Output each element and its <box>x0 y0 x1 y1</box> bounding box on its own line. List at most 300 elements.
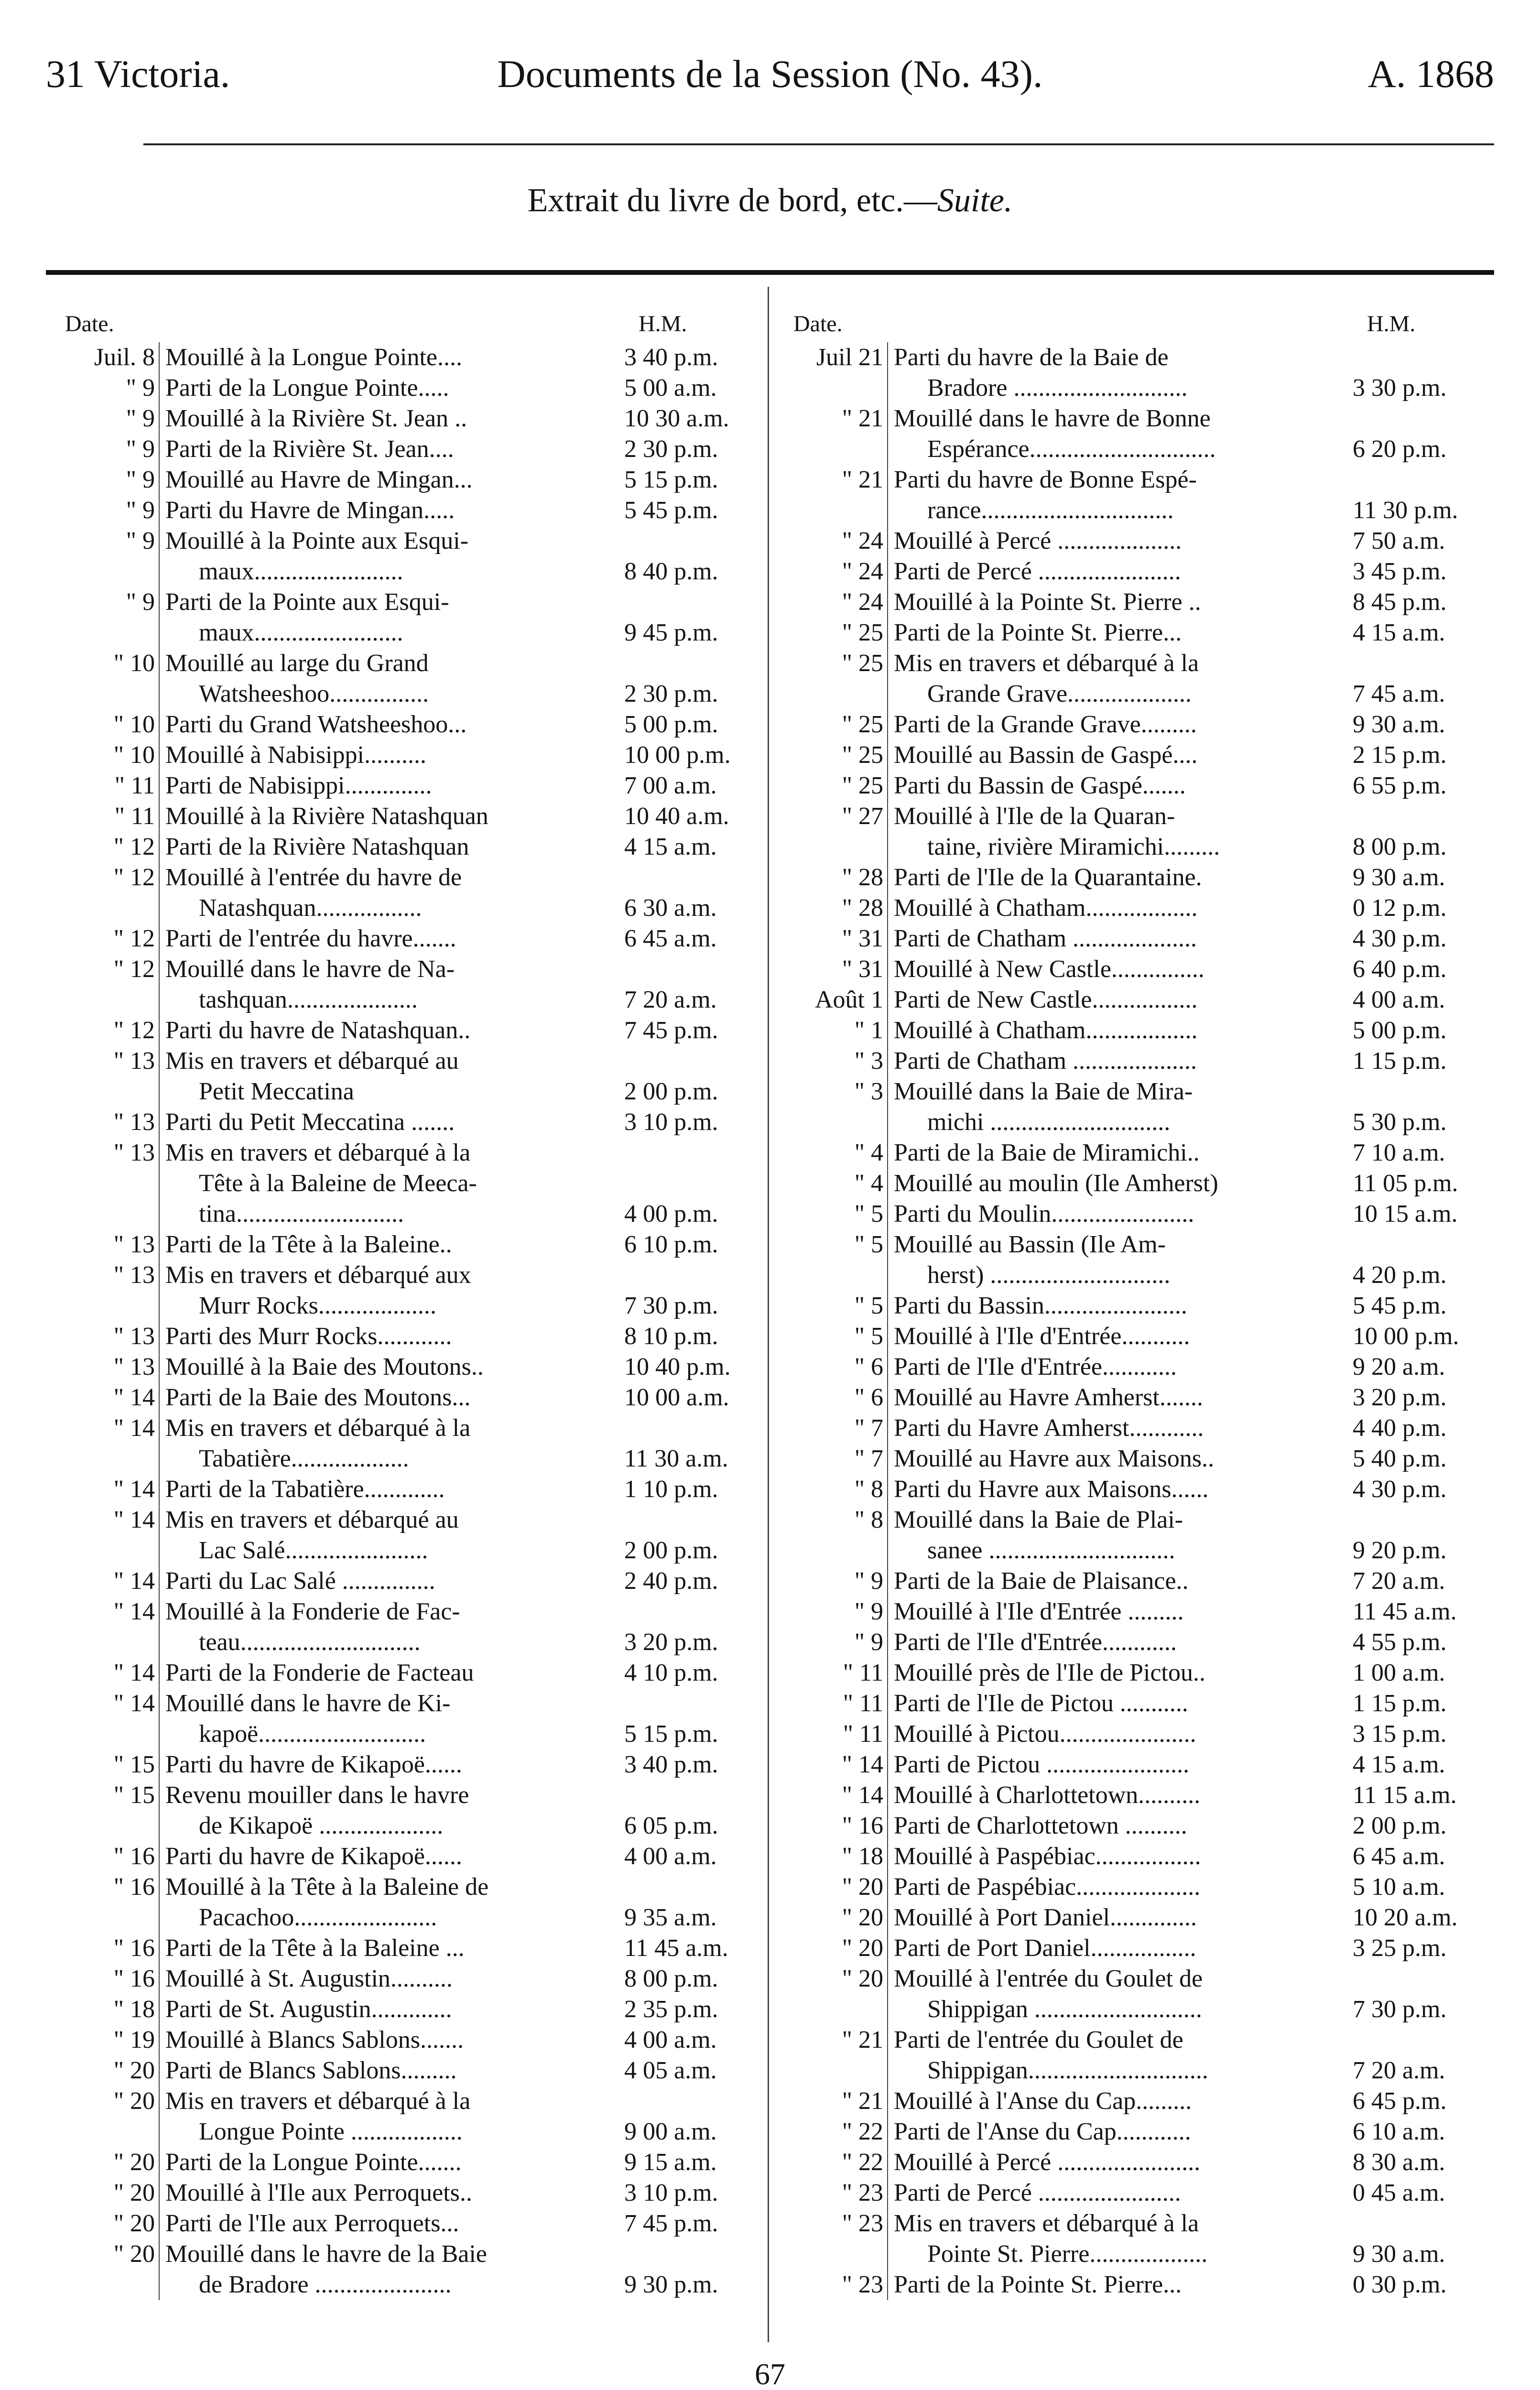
entry-text: Parti de l'Ile d'Entrée............ <box>894 1353 1177 1380</box>
entry-continuation: Natashquan................. <box>199 894 422 922</box>
entry-text: Revenu mouiller dans le havre <box>165 1782 469 1809</box>
log-entry <box>46 1352 763 1382</box>
entry-description <box>165 1413 619 1474</box>
log-entry <box>774 1444 1491 1474</box>
entry-date: " 12 <box>113 1017 155 1044</box>
entry-time: 5 45 p.m. <box>1353 1292 1447 1319</box>
log-entry <box>774 1872 1491 1902</box>
log-entry <box>46 923 763 954</box>
log-entry <box>774 1811 1491 1841</box>
entry-date: " 16 <box>842 1812 883 1839</box>
entry-continuation: Grande Grave.................... <box>927 680 1192 707</box>
entry-description <box>165 1964 619 1994</box>
log-entry <box>774 403 1491 465</box>
entry-description <box>894 556 1348 587</box>
entry-text: Parti de l'Ile de la Quarantaine. <box>894 864 1202 891</box>
log-entry <box>774 2117 1491 2147</box>
entry-text: Mis en travers et débarqué au <box>165 1506 459 1533</box>
entry-description <box>165 1352 619 1382</box>
entry-text: Mouillé à la Fonderie de Fac- <box>165 1598 460 1625</box>
entry-text: Parti de Chatham .................... <box>894 925 1197 952</box>
entry-time: 9 20 p.m. <box>1353 1537 1447 1564</box>
entry-text: Parti de Nabisippi.............. <box>165 772 432 799</box>
entry-time: 4 15 a.m. <box>1353 619 1445 646</box>
entry-date: " 13 <box>113 1047 155 1075</box>
entry-date: " 9 <box>126 466 155 493</box>
entry-continuation: Tabatière................... <box>199 1445 409 1472</box>
log-entry <box>46 403 763 434</box>
entry-description <box>165 1780 619 1841</box>
entry-time: 6 10 a.m. <box>1353 2118 1445 2145</box>
log-entry <box>46 709 763 740</box>
log-entry <box>774 618 1491 648</box>
entry-text: Mouillé à l'Ile aux Perroquets.. <box>165 2179 472 2206</box>
entry-continuation: Longue Pointe .................. <box>199 2118 463 2145</box>
entry-description <box>894 1719 1348 1749</box>
entry-time: 9 00 a.m. <box>624 2118 717 2145</box>
entry-time: 0 12 p.m. <box>1353 894 1447 922</box>
entry-continuation: Espérance.............................. <box>927 435 1216 463</box>
entry-continuation: Watsheeshoo................ <box>199 680 429 707</box>
entry-time: 11 30 a.m. <box>624 1445 728 1472</box>
log-entry <box>46 1260 763 1321</box>
entry-time: 3 15 p.m. <box>1353 1720 1447 1748</box>
entry-date: Août 1 <box>815 986 883 1013</box>
entry-continuation: Murr Rocks................... <box>199 1292 436 1319</box>
entry-continuation: Bradore ............................ <box>927 374 1188 402</box>
log-entry <box>46 954 763 1015</box>
entry-text: Parti de la Tabatière............. <box>165 1476 445 1503</box>
log-entry <box>46 740 763 771</box>
log-entry <box>46 587 763 648</box>
entry-time: 7 20 a.m. <box>1353 1567 1445 1595</box>
entry-date: Juil 21 <box>816 344 883 371</box>
entry-text: Parti du Bassin....................... <box>894 1292 1187 1319</box>
entry-continuation: michi ............................. <box>927 1108 1171 1136</box>
entry-description <box>894 771 1348 801</box>
entry-description <box>894 1902 1348 1933</box>
entry-date: " 4 <box>854 1170 883 1197</box>
entry-description <box>894 801 1348 862</box>
entry-time: 7 10 a.m. <box>1353 1139 1445 1166</box>
entry-date: " 31 <box>842 956 883 983</box>
entry-description <box>894 2270 1348 2300</box>
entry-time: 5 45 p.m. <box>624 497 718 524</box>
entry-date: " 12 <box>113 925 155 952</box>
entry-text: Parti de la Tête à la Baleine ... <box>165 1934 465 1962</box>
entry-time: 3 10 p.m. <box>624 2179 718 2206</box>
log-entry <box>46 1933 763 1964</box>
entry-continuation: tina........................... <box>199 1200 404 1228</box>
log-entry <box>774 1474 1491 1505</box>
entry-time: 3 40 p.m. <box>624 344 718 371</box>
log-entry <box>46 1474 763 1505</box>
entry-continuation: Pointe St. Pierre................... <box>927 2240 1208 2268</box>
entry-date: " 13 <box>113 1353 155 1380</box>
entry-text: Mouillé à la Rivière St. Jean .. <box>165 405 467 432</box>
entry-text: Parti de la Fonderie de Facteau <box>165 1659 474 1686</box>
entry-continuation: teau............................. <box>199 1629 421 1656</box>
log-entry <box>774 1015 1491 1046</box>
log-entry <box>774 2270 1491 2300</box>
entry-text: Parti du havre de Bonne Espé- <box>894 466 1197 493</box>
log-entry <box>46 1382 763 1413</box>
entry-text: Parti de la Baie de Plaisance.. <box>894 1567 1189 1595</box>
date-header: Date. <box>793 311 843 337</box>
entry-text: Mouillé à l'Ile de la Quaran- <box>894 803 1175 830</box>
entry-description <box>165 1597 619 1658</box>
entry-continuation: Shippigan............................. <box>927 2057 1208 2084</box>
entry-description <box>894 618 1348 648</box>
entry-description <box>894 1749 1348 1780</box>
entry-continuation: sanee .............................. <box>927 1537 1175 1564</box>
log-entry <box>46 2239 763 2300</box>
entry-continuation: maux........................ <box>199 558 403 585</box>
entry-date: " 28 <box>842 894 883 922</box>
entry-text: Parti du Havre de Mingan..... <box>165 497 455 524</box>
entry-description <box>165 923 619 954</box>
log-entry <box>46 526 763 587</box>
entry-description <box>165 434 619 465</box>
entry-description <box>894 1168 1348 1199</box>
entry-text: Parti de la Longue Pointe....... <box>165 2149 462 2176</box>
date-header: Date. <box>65 311 114 337</box>
entry-text: Mouillé près de l'Ile de Pictou.. <box>894 1659 1206 1686</box>
entry-time: 1 15 p.m. <box>1353 1690 1447 1717</box>
log-entry <box>46 1688 763 1749</box>
header-volume: 31 Victoria. <box>46 52 230 96</box>
entry-time: 7 20 a.m. <box>624 986 717 1013</box>
entry-time: 7 50 a.m. <box>1353 527 1445 554</box>
entry-time: 5 00 a.m. <box>624 374 717 402</box>
entry-text: Parti de l'entrée du Goulet de <box>894 2026 1183 2053</box>
entry-date: " 18 <box>842 1843 883 1870</box>
entry-description <box>894 1780 1348 1811</box>
entry-description <box>165 2239 619 2300</box>
entry-date: " 9 <box>126 497 155 524</box>
entry-time: 4 55 p.m. <box>1353 1629 1447 1656</box>
log-entry <box>774 1199 1491 1229</box>
entry-date: " 21 <box>842 2087 883 2115</box>
entry-time: 4 00 a.m. <box>624 1843 717 1870</box>
entry-text: Mouillé au Bassin de Gaspé.... <box>894 741 1198 769</box>
entry-time: 9 30 p.m. <box>624 2271 718 2298</box>
page-subtitle <box>0 182 1540 220</box>
entry-text: Mouillé à la Rivière Natashquan <box>165 803 488 830</box>
entry-text: Parti de la Longue Pointe..... <box>165 374 449 402</box>
entry-time: 4 00 a.m. <box>624 2026 717 2053</box>
entry-date: " 9 <box>126 527 155 554</box>
entry-text: Mis en travers et débarqué aux <box>165 1261 471 1289</box>
log-entry <box>774 1138 1491 1168</box>
entry-date: " 16 <box>113 1934 155 1962</box>
entry-time: 2 40 p.m. <box>624 1567 718 1595</box>
entry-date: " 25 <box>842 741 883 769</box>
log-entry <box>46 434 763 465</box>
entry-description <box>165 1872 619 1933</box>
entry-date: " 14 <box>113 1476 155 1503</box>
entry-time: 9 45 p.m. <box>624 619 718 646</box>
entry-time: 9 30 a.m. <box>1353 864 1445 891</box>
log-entry <box>46 648 763 709</box>
entry-date: " 7 <box>854 1414 883 1442</box>
entry-description <box>894 1872 1348 1902</box>
entry-continuation: Petit Meccatina <box>199 1078 354 1105</box>
column-separator <box>768 287 769 2342</box>
entry-description <box>894 1229 1348 1291</box>
log-entry <box>46 1107 763 1138</box>
entry-time: 3 20 p.m. <box>624 1629 718 1656</box>
entry-description <box>894 1352 1348 1382</box>
entry-description <box>165 648 619 709</box>
entry-date: " 12 <box>113 956 155 983</box>
entry-description <box>894 587 1348 618</box>
log-entry <box>46 1413 763 1474</box>
entry-description <box>894 1474 1348 1505</box>
log-entry <box>46 832 763 862</box>
entry-time: 2 30 p.m. <box>624 435 718 463</box>
entry-text: Parti du Havre aux Maisons...... <box>894 1476 1209 1503</box>
entry-date: " 23 <box>842 2179 883 2206</box>
entry-description <box>165 771 619 801</box>
entry-time: 6 45 a.m. <box>624 925 717 952</box>
entry-date: " 9 <box>126 374 155 402</box>
entry-date: " 14 <box>113 1506 155 1533</box>
entry-description <box>894 1841 1348 1872</box>
log-entry <box>46 1321 763 1352</box>
entry-date: " 20 <box>842 1904 883 1931</box>
entry-text: Parti de Percé ....................... <box>894 2179 1181 2206</box>
entry-date: " 11 <box>843 1720 883 1748</box>
entry-time: 2 00 p.m. <box>624 1537 718 1564</box>
entry-description <box>165 801 619 832</box>
entry-date: Juil. 8 <box>94 344 155 371</box>
entry-description <box>894 1382 1348 1413</box>
entry-description <box>894 1658 1348 1688</box>
entry-text: Mouillé dans le havre de Ki- <box>165 1690 451 1717</box>
entry-continuation: taine, rivière Miramichi......... <box>927 833 1220 860</box>
entry-time: 6 30 a.m. <box>624 894 717 922</box>
entry-time: 2 00 p.m. <box>624 1078 718 1105</box>
entry-time: 10 00 p.m. <box>624 741 731 769</box>
entry-time: 8 00 p.m. <box>1353 833 1447 860</box>
entry-continuation: herst) ............................. <box>927 1261 1171 1289</box>
entry-description <box>165 1658 619 1688</box>
entry-description <box>894 342 1348 403</box>
entry-time: 8 45 p.m. <box>1353 588 1447 616</box>
entry-text: Mis en travers et débarqué à la <box>894 650 1199 677</box>
entry-time: 4 00 a.m. <box>1353 986 1445 1013</box>
entry-date: " 13 <box>113 1139 155 1166</box>
entry-date: " 9 <box>126 435 155 463</box>
entry-text: Mouillé à la Longue Pointe.... <box>165 344 463 371</box>
entry-description <box>894 923 1348 954</box>
left-column-header <box>46 311 763 342</box>
entry-date: " 14 <box>113 1659 155 1686</box>
entry-description <box>165 342 619 373</box>
log-entry <box>774 1841 1491 1872</box>
entry-date: " 5 <box>854 1231 883 1258</box>
entry-time: 4 30 p.m. <box>1353 925 1447 952</box>
entry-time: 5 15 p.m. <box>624 466 718 493</box>
log-entry <box>774 1076 1491 1138</box>
entry-time: 5 40 p.m. <box>1353 1445 1447 1472</box>
entry-text: Parti de l'entrée du havre....... <box>165 925 456 952</box>
entry-text: Mouillé au Havre de Mingan... <box>165 466 473 493</box>
entry-date: " 7 <box>854 1445 883 1472</box>
entry-text: Parti de la Tête à la Baleine.. <box>165 1231 452 1258</box>
entry-text: Parti de la Baie des Moutons... <box>165 1384 471 1411</box>
entry-description <box>894 1811 1348 1841</box>
log-entry <box>774 1321 1491 1352</box>
entry-time: 6 45 p.m. <box>1353 2087 1447 2115</box>
entry-date: " 4 <box>854 1139 883 1166</box>
log-entry <box>774 1597 1491 1627</box>
entry-time: 1 15 p.m. <box>1353 1047 1447 1075</box>
entry-text: Mouillé à Chatham.................. <box>894 1017 1198 1044</box>
log-entry <box>46 1841 763 1872</box>
entry-date: " 14 <box>113 1567 155 1595</box>
time-header: H.M. <box>1367 311 1416 337</box>
entry-text: Parti du Petit Meccatina ....... <box>165 1108 455 1136</box>
log-entry <box>774 648 1491 709</box>
entry-description <box>165 373 619 403</box>
entry-time: 4 20 p.m. <box>1353 1261 1447 1289</box>
log-entry <box>774 2086 1491 2117</box>
log-entry <box>774 556 1491 587</box>
entry-text: Parti des Murr Rocks............ <box>165 1323 452 1350</box>
entry-description <box>894 1291 1348 1321</box>
entry-continuation: Lac Salé....................... <box>199 1537 428 1564</box>
log-entry <box>46 1658 763 1688</box>
log-entry <box>774 862 1491 893</box>
entry-text: Mis en travers et débarqué à la <box>165 1139 471 1166</box>
entry-text: Parti de Percé ....................... <box>894 558 1181 585</box>
entry-description <box>894 1505 1348 1566</box>
entry-time: 10 15 a.m. <box>1353 1200 1458 1228</box>
entry-date: " 23 <box>842 2210 883 2237</box>
entry-text: Mis en travers et débarqué à la <box>894 2210 1199 2237</box>
entry-text: Mouillé à Nabisippi.......... <box>165 741 426 769</box>
entry-time: 7 45 p.m. <box>624 1017 718 1044</box>
entry-date: " 3 <box>854 1047 883 1075</box>
subtitle-text: Extrait du livre de bord, etc.— <box>527 182 937 219</box>
entry-time: 3 40 p.m. <box>624 1751 718 1778</box>
log-entry <box>774 2208 1491 2270</box>
left-entries <box>46 342 763 2300</box>
log-entry <box>774 1291 1491 1321</box>
entry-description <box>165 465 619 495</box>
log-entry <box>774 1352 1491 1382</box>
entry-date: " 25 <box>842 619 883 646</box>
entry-date: " 10 <box>113 650 155 677</box>
entry-date: " 8 <box>854 1506 883 1533</box>
entry-text: Parti de l'Ile aux Perroquets... <box>165 2210 459 2237</box>
entry-text: Mouillé à St. Augustin.......... <box>165 1965 453 1992</box>
entry-date: " 21 <box>842 2026 883 2053</box>
log-entry <box>46 862 763 923</box>
entry-description <box>165 2055 619 2086</box>
entry-description <box>165 1994 619 2025</box>
entry-description <box>165 403 619 434</box>
log-entry <box>46 2147 763 2178</box>
entry-date: " 15 <box>113 1751 155 1778</box>
entry-date: " 14 <box>842 1751 883 1778</box>
entry-date: " 14 <box>113 1598 155 1625</box>
entry-text: Mouillé à Port Daniel.............. <box>894 1904 1197 1931</box>
log-entry <box>46 771 763 801</box>
entry-time: 2 30 p.m. <box>624 680 718 707</box>
entry-description <box>894 2208 1348 2270</box>
entry-description <box>894 403 1348 465</box>
log-entry <box>46 373 763 403</box>
entry-time: 7 00 a.m. <box>624 772 717 799</box>
entry-date: " 21 <box>842 405 883 432</box>
entry-description <box>894 1444 1348 1474</box>
entry-text: Mis en travers et débarqué au <box>165 1047 459 1075</box>
entry-text: Mouillé à l'entrée du havre de <box>165 864 462 891</box>
log-entry <box>46 2086 763 2147</box>
entry-time: 10 40 p.m. <box>624 1353 731 1380</box>
entry-time: 11 30 p.m. <box>1353 497 1458 524</box>
entry-date: " 25 <box>842 711 883 738</box>
entry-time: 6 45 a.m. <box>1353 1843 1445 1870</box>
entry-date: " 20 <box>113 2240 155 2268</box>
entry-text: Mouillé à la Tête à la Baleine de <box>165 1873 489 1901</box>
log-entry <box>46 465 763 495</box>
entry-text: Mouillé au Havre aux Maisons.. <box>894 1445 1215 1472</box>
entry-date: " 16 <box>113 1843 155 1870</box>
entry-continuation: kapoë........................... <box>199 1720 426 1748</box>
entry-text: Parti de la Pointe St. Pierre... <box>894 619 1182 646</box>
entry-time: 4 40 p.m. <box>1353 1414 1447 1442</box>
entry-continuation: Pacachoo....................... <box>199 1904 437 1931</box>
entry-description <box>165 1566 619 1597</box>
entry-date: " 16 <box>113 1873 155 1901</box>
entry-time: 2 35 p.m. <box>624 1996 718 2023</box>
entry-text: Mouillé à l'entrée du Goulet de <box>894 1965 1203 1992</box>
entry-time: 10 40 a.m. <box>624 803 729 830</box>
entry-text: Parti de la Baie de Miramichi.. <box>894 1139 1200 1166</box>
entry-text: Parti du Bassin de Gaspé....... <box>894 772 1186 799</box>
log-entry <box>46 495 763 526</box>
entry-date: " 20 <box>842 1934 883 1962</box>
entry-text: Mouillé à l'Anse du Cap......... <box>894 2087 1192 2115</box>
entry-description <box>165 1933 619 1964</box>
left-column <box>46 311 763 2300</box>
entry-date: " 25 <box>842 650 883 677</box>
entry-text: Parti du havre de Natashquan.. <box>165 1017 471 1044</box>
log-entry <box>774 526 1491 556</box>
entry-time: 7 45 a.m. <box>1353 680 1445 707</box>
entry-description <box>165 2147 619 2178</box>
entry-date: " 13 <box>113 1323 155 1350</box>
entry-time: 11 05 p.m. <box>1353 1170 1458 1197</box>
entry-description <box>894 2178 1348 2208</box>
entry-text: Parti de la Pointe St. Pierre... <box>894 2271 1182 2298</box>
entry-time: 11 15 a.m. <box>1353 1782 1457 1809</box>
entry-date: " 11 <box>114 803 155 830</box>
log-entry <box>774 1413 1491 1444</box>
entry-text: Parti de St. Augustin............. <box>165 1996 452 2023</box>
entry-continuation: tashquan..................... <box>199 986 418 1013</box>
log-entry <box>774 1168 1491 1199</box>
page-header <box>46 52 1494 104</box>
entry-time: 9 35 a.m. <box>624 1904 717 1931</box>
entry-time: 6 40 p.m. <box>1353 956 1447 983</box>
entry-continuation: Shippigan ........................... <box>927 1996 1202 2023</box>
entry-description <box>165 2208 619 2239</box>
